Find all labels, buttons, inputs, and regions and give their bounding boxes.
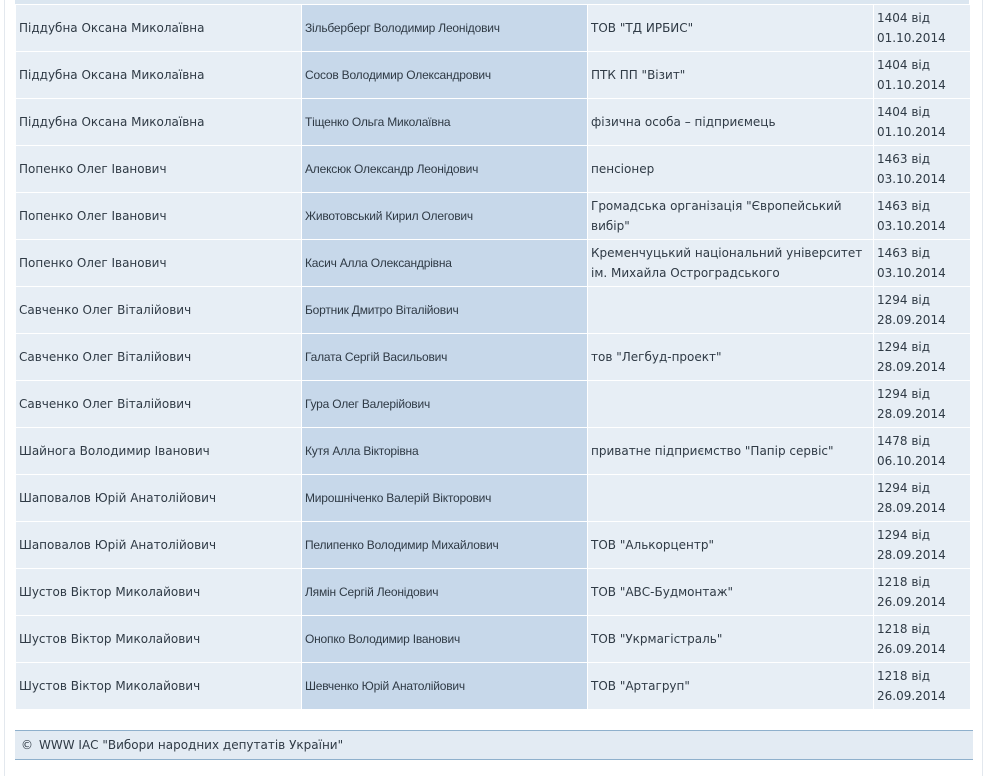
candidate-name-cell: Піддубна Оксана Миколаївна (16, 99, 301, 145)
proxy-name-cell: Гура Олег Валерійович (302, 381, 587, 427)
decision-cell: 1294 від 28.09.2014 (874, 381, 970, 427)
candidate-name-cell: Шайнога Володимир Іванович (16, 428, 301, 474)
decision-cell: 1404 від 01.10.2014 (874, 5, 970, 51)
proxy-name-cell: Касич Алла Олександрівна (302, 240, 587, 286)
proxy-name-cell: Сосов Володимир Олександрович (302, 52, 587, 98)
candidate-name-cell: Шустов Віктор Миколайович (16, 616, 301, 662)
table-row (16, 52, 970, 98)
proxy-name-cell: Шевченко Юрій Анатолійович (302, 663, 587, 709)
candidate-name-cell: Попенко Олег Іванович (16, 193, 301, 239)
workplace-cell: ТОВ "Укрмагістраль" (588, 616, 873, 662)
candidate-name-cell: Савченко Олег Віталійович (16, 287, 301, 333)
decision-cell: 1294 від 28.09.2014 (874, 334, 970, 380)
table-row (16, 428, 970, 474)
table-row (16, 5, 970, 51)
proxy-name-cell: Зільберберг Володимир Леонідович (302, 5, 587, 51)
footer-text: WWW ІАС "Вибори народних депутатів України" (39, 738, 344, 752)
proxy-name-cell: Бортник Дмитро Віталійович (302, 287, 587, 333)
workplace-cell: тов "Легбуд-проект" (588, 334, 873, 380)
proxy-name-cell: Животовський Кирил Олегович (302, 193, 587, 239)
proxy-name-cell: Галата Сергій Васильович (302, 334, 587, 380)
workplace-cell: ПТК ПП "Візит" (588, 52, 873, 98)
table-row (16, 99, 970, 145)
decision-cell: 1218 від 26.09.2014 (874, 616, 970, 662)
proxy-name-cell: Мирошніченко Валерій Вікторович (302, 475, 587, 521)
candidate-name-cell: Савченко Олег Віталійович (16, 334, 301, 380)
candidate-name-cell: Савченко Олег Віталійович (16, 381, 301, 427)
table-row (16, 240, 970, 286)
workplace-cell: ТОВ "Алькорцентр" (588, 522, 873, 568)
decision-cell: 1404 від 01.10.2014 (874, 99, 970, 145)
workplace-cell: фізична особа – підприємець (588, 99, 873, 145)
proxy-name-cell: Алексюк Олександр Леонідович (302, 146, 587, 192)
workplace-cell: ТОВ "Артагруп" (588, 663, 873, 709)
candidate-proxies-table (15, 4, 971, 710)
decision-cell: 1294 від 28.09.2014 (874, 287, 970, 333)
proxy-name-cell: Тіщенко Ольга Миколаївна (302, 99, 587, 145)
decision-cell: 1404 від 01.10.2014 (874, 52, 970, 98)
workplace-cell (588, 381, 873, 427)
workplace-cell: ТОВ "АВС-Будмонтаж" (588, 569, 873, 615)
table-row (16, 287, 970, 333)
workplace-cell: приватне підприємство "Папір сервіс" (588, 428, 873, 474)
table-row (16, 381, 970, 427)
footer (15, 730, 973, 760)
proxy-name-cell: Онопко Володимир Іванович (302, 616, 587, 662)
proxy-name-cell: Лямін Сергій Леонідович (302, 569, 587, 615)
workplace-cell: Кременчуцький національний університет ім. Михайла Остроградського (588, 240, 873, 286)
workplace-cell: пенсіонер (588, 146, 873, 192)
candidate-name-cell: Попенко Олег Іванович (16, 240, 301, 286)
table-row (16, 334, 970, 380)
workplace-cell: ТОВ "ТД ИРБИС" (588, 5, 873, 51)
table-row (16, 663, 970, 709)
candidate-name-cell: Шустов Віктор Миколайович (16, 663, 301, 709)
table-row (16, 146, 970, 192)
decision-cell: 1478 від 06.10.2014 (874, 428, 970, 474)
workplace-cell (588, 475, 873, 521)
decision-cell: 1463 від 03.10.2014 (874, 146, 970, 192)
table-row (16, 193, 970, 239)
decision-cell: 1294 від 28.09.2014 (874, 475, 970, 521)
table-body (16, 5, 970, 709)
decision-cell: 1463 від 03.10.2014 (874, 240, 970, 286)
candidate-name-cell: Попенко Олег Іванович (16, 146, 301, 192)
copyright-icon: © (21, 738, 33, 752)
table-row (16, 522, 970, 568)
table-row (16, 569, 970, 615)
decision-cell: 1463 від 03.10.2014 (874, 193, 970, 239)
candidate-name-cell: Піддубна Оксана Миколаївна (16, 5, 301, 51)
table-row (16, 616, 970, 662)
candidate-name-cell: Шаповалов Юрій Анатолійович (16, 522, 301, 568)
candidate-name-cell: Шустов Віктор Миколайович (16, 569, 301, 615)
decision-cell: 1294 від 28.09.2014 (874, 522, 970, 568)
proxy-name-cell: Пелипенко Володимир Михайлович (302, 522, 587, 568)
workplace-cell (588, 287, 873, 333)
table-row (16, 475, 970, 521)
decision-cell: 1218 від 26.09.2014 (874, 663, 970, 709)
decision-cell: 1218 від 26.09.2014 (874, 569, 970, 615)
candidate-name-cell: Піддубна Оксана Миколаївна (16, 52, 301, 98)
candidate-name-cell: Шаповалов Юрій Анатолійович (16, 475, 301, 521)
proxy-name-cell: Кутя Алла Вікторівна (302, 428, 587, 474)
workplace-cell: Громадська організація "Європейський вибір" (588, 193, 873, 239)
